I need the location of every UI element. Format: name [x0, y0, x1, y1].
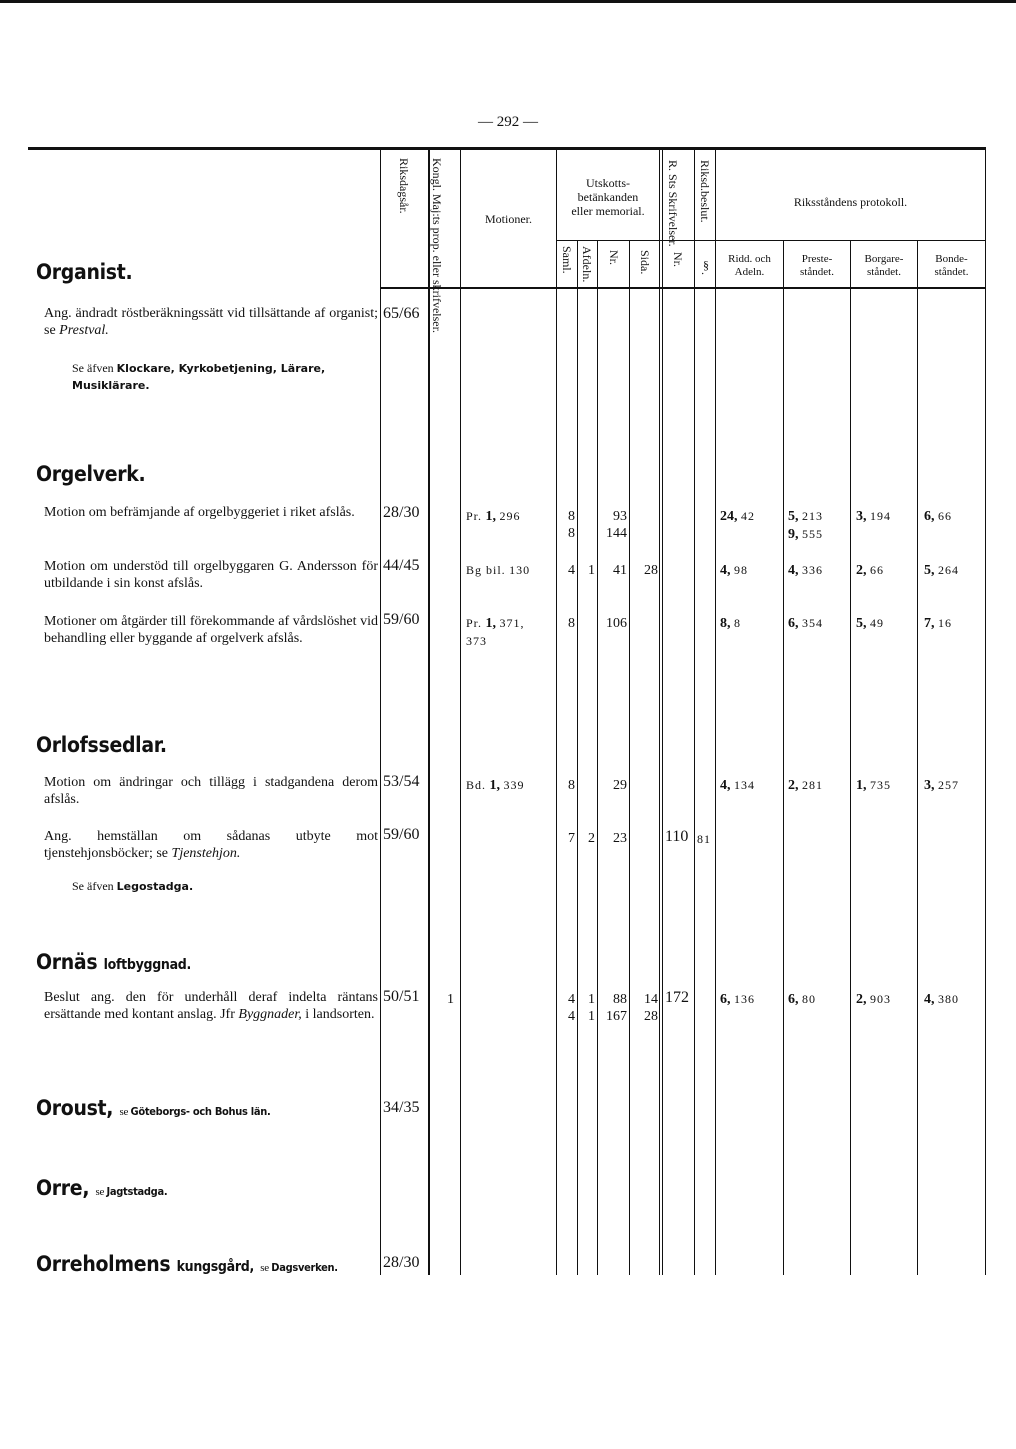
- ornas-borg: 2, 903: [856, 992, 891, 1007]
- col-line-motioner: [556, 150, 557, 1275]
- heading-orgelverk: Orgelverk.: [36, 462, 146, 486]
- orgelverk-row-2-bond: 5, 264: [924, 563, 959, 578]
- orlofssedlar-row-1-borg: 1, 735: [856, 778, 891, 793]
- ornas-ridd: 6, 136: [720, 992, 755, 1007]
- orlofssedlar-seealso: Se äfven Legostadga.: [72, 879, 194, 893]
- col-line-nr: [629, 240, 630, 1275]
- orre-ref: Jagtstadga.: [106, 1185, 168, 1198]
- orgelverk-row-1-borg: 3, 194: [856, 509, 891, 524]
- ornas-nr: 88 167: [606, 992, 627, 1024]
- heading-orreholmens: Orreholmens kungsgård, se Dagsverken.: [36, 1252, 338, 1276]
- orlofssedlar-row-1-prest: 2, 281: [788, 778, 823, 793]
- ornas-rsts: 172: [665, 989, 689, 1006]
- orgelverk-row-3-nr: 106: [606, 616, 627, 631]
- orgelverk-row-1-text: Motion om befrämjande af orgelbyggeriet i riket afslås.: [44, 505, 355, 520]
- header-motioner: Motioner.: [485, 212, 532, 226]
- ornas-sub: loftbyggnad.: [103, 957, 192, 973]
- orgelverk-row-2-afd: 1: [588, 563, 595, 578]
- col-line-rsts: [694, 150, 695, 1275]
- ornas-text: Beslut ang. den för underhåll deraf indelta räntans ersättande med kontant anslag. Jfr Byggnader, i landsorten.: [44, 990, 378, 1022]
- ornas-afd: 1 1: [588, 992, 595, 1024]
- orlofssedlar-row-1-ridd: 4, 134: [720, 778, 755, 793]
- orgelverk-row-1-year: 28/30: [383, 504, 420, 521]
- orgelverk-row-3-text: Motioner om åtgärder till förekommande af vårdslöshet vid behandling eller byggande af orgelverk afslås.: [44, 614, 378, 646]
- header-sida: Sida.: [638, 250, 652, 275]
- orlofssedlar-row-2-rsts: 110: [665, 828, 689, 845]
- header-afdeln: Afdeln.: [580, 246, 594, 283]
- orgelverk-row-2-year: 44/45: [383, 557, 420, 574]
- col-line-left: [380, 150, 381, 1275]
- header-saml: Saml.: [560, 246, 574, 274]
- col-line-kongl: [460, 150, 461, 1275]
- orgelverk-row-3-ridd: 8, 8: [720, 616, 741, 631]
- bonde-line-1: Bonde-: [935, 253, 968, 265]
- col-line-sida-b: [662, 150, 663, 1275]
- preste-line-2: ståndet.: [800, 266, 834, 278]
- col-line-sida-a: [659, 150, 660, 1275]
- orlofssedlar-row-1-motion: Bd. 1, 339: [466, 778, 525, 793]
- utskotts-line-2: betänkanden: [577, 190, 639, 204]
- ridd-line-2: Adeln.: [734, 266, 765, 278]
- orlofssedlar-row-1-text: Motion om ändringar och tillägg i stadgandena derom afslås.: [44, 775, 378, 807]
- header-nr: Nr.: [607, 250, 621, 265]
- col-line-riksd: [715, 150, 716, 1275]
- orlofssedlar-row-2-text: Ang. hemställan om sådanas utbyte mot tjenstehjonsböcker; se Tjenstehjon.: [44, 829, 378, 861]
- orlofssedlar-seealso-refs: Legostadga.: [116, 880, 194, 893]
- orgelverk-row-3-year: 59/60: [383, 611, 420, 628]
- oroust-ref: Göteborgs- och Bohus län.: [130, 1105, 271, 1118]
- col-line-borgare: [917, 240, 918, 1275]
- ornas-kongl: 1: [447, 992, 454, 1007]
- orgelverk-row-1-bond: 6, 66: [924, 509, 952, 524]
- utskotts-line-3: eller memorial.: [571, 204, 645, 218]
- organist-seealso-refs: Klockare, Kyrkobetjening, Lärare, Musiklärare.: [72, 362, 326, 392]
- orgelverk-row-2-saml: 4: [568, 563, 575, 578]
- oroust-year: 34/35: [383, 1099, 420, 1116]
- header-ridd: [716, 253, 783, 279]
- orlofssedlar-row-2-saml: 7: [568, 831, 575, 846]
- ornas-bond: 4, 380: [924, 992, 959, 1007]
- orlofssedlar-row-1-year: 53/54: [383, 773, 420, 790]
- col-line-saml: [577, 240, 578, 1275]
- orlofssedlar-row-1-nr: 29: [613, 778, 627, 793]
- organist-year: 65/66: [383, 305, 420, 322]
- orgelverk-row-3-motion-2: 373: [466, 634, 487, 648]
- col-line-afdeln: [597, 240, 598, 1275]
- ornas-sida: 14 28: [644, 992, 658, 1024]
- ornas-prest: 6, 80: [788, 992, 816, 1007]
- orgelverk-row-2-borg: 2, 66: [856, 563, 884, 578]
- header-bonde: [918, 253, 985, 279]
- header-preste: [784, 253, 850, 279]
- orgelverk-row-1-prest: 5, 213: [788, 509, 823, 524]
- orgelverk-row-1-ridd: 24, 42: [720, 509, 755, 524]
- header-nr2: Nr.: [671, 252, 685, 267]
- heading-organist: Organist.: [36, 260, 133, 284]
- utskotts-line-1: Utskotts-: [585, 176, 630, 190]
- orreholmens-sub: kungsgård,: [176, 1259, 254, 1275]
- ridd-line-1: Ridd. och: [728, 253, 771, 265]
- orgelverk-row-2-prest: 4, 336: [788, 563, 823, 578]
- heading-oroust: Oroust, se Göteborgs- och Bohus län.: [36, 1096, 271, 1120]
- header-riksd-beslut: Riksd.beslut.: [698, 160, 712, 223]
- orgelverk-row-1-prest-2: 9, 555: [788, 527, 823, 542]
- orlofssedlar-row-1-bond: 3, 257: [924, 778, 959, 793]
- organist-seealso: Se äfven Klockare, Kyrkobetjening, Lärare, Musiklärare.: [72, 361, 326, 392]
- orgelverk-row-1-nr: 93 144: [606, 509, 627, 541]
- orreholmens-year: 28/30: [383, 1254, 420, 1271]
- heading-orlofssedlar: Orlofssedlar.: [36, 733, 167, 757]
- table-header-rule: [380, 287, 986, 289]
- ornas-saml: 4 4: [568, 992, 575, 1024]
- bonde-line-2: ståndet.: [934, 266, 969, 278]
- orlofssedlar-row-2-afd: 2: [588, 831, 595, 846]
- header-utskotts: [557, 176, 659, 218]
- orgelverk-row-1-motion: Pr. 1, 296: [466, 509, 521, 524]
- orlofssedlar-row-2-nr: 23: [613, 831, 627, 846]
- ornas-year: 50/51: [383, 988, 420, 1005]
- orgelverk-row-3-motion: Pr. 1, 371,: [466, 616, 525, 631]
- header-riksstandens: Riksståndens protokoll.: [793, 195, 908, 209]
- orlofssedlar-row-2-para: 81: [697, 832, 711, 846]
- orgelverk-row-3-prest: 6, 354: [788, 616, 823, 631]
- orgelverk-row-2-text: Motion om understöd till orgelbyggaren G. Andersson för utbildande i sin konst afslås.: [44, 559, 378, 591]
- top-border: [0, 0, 1016, 3]
- orlofssedlar-row-2-year: 59/60: [383, 826, 420, 843]
- col-line-ridd: [783, 240, 784, 1275]
- header-riksdagsar: Riksdagsår.: [397, 158, 411, 214]
- heading-ornas: Ornäs loftbyggnad.: [36, 950, 192, 974]
- orgelverk-row-1-saml: 8 8: [568, 509, 575, 541]
- orgelverk-row-3-borg: 5, 49: [856, 616, 884, 631]
- orgelverk-row-2-nr: 41: [613, 563, 627, 578]
- header-kongl: Kongl. Maj:ts prop. eller skrifvelser.: [430, 158, 444, 333]
- table-top-rule: [28, 147, 986, 150]
- subheader-rule: [557, 240, 986, 241]
- heading-orre: Orre, se Jagtstadga.: [36, 1176, 168, 1200]
- organist-ref: Prestval.: [59, 323, 109, 338]
- orgelverk-row-3-saml: 8: [568, 616, 575, 631]
- col-line-preste: [850, 240, 851, 1275]
- borgare-line-1: Borgare-: [864, 253, 904, 265]
- preste-line-1: Preste-: [801, 253, 833, 265]
- col-line-right: [985, 150, 986, 1275]
- orlofssedlar-row-1-saml: 8: [568, 778, 575, 793]
- orgelverk-row-3-bond: 7, 16: [924, 616, 952, 631]
- header-borgare: [851, 253, 917, 279]
- borgare-line-2: ståndet.: [867, 266, 901, 278]
- orgelverk-row-2-sida: 28: [644, 563, 658, 578]
- header-para: §.: [699, 258, 713, 275]
- ornas-ref: Byggnader,: [238, 1007, 302, 1022]
- orlofssedlar-ref: Tjenstehjon.: [171, 846, 241, 861]
- organist-entry-1: Ang. ändradt röstberäkningssätt vid tillsättande af organist; se Prestval.: [44, 306, 378, 338]
- header-rsts: R. Sts Skrifvelser.: [666, 160, 680, 247]
- page-number: — 292 —: [478, 114, 538, 130]
- orgelverk-row-2-motion: Bg bil. 130: [466, 563, 531, 577]
- orreholmens-ref: Dagsverken.: [271, 1261, 338, 1274]
- orgelverk-row-2-ridd: 4, 98: [720, 563, 748, 578]
